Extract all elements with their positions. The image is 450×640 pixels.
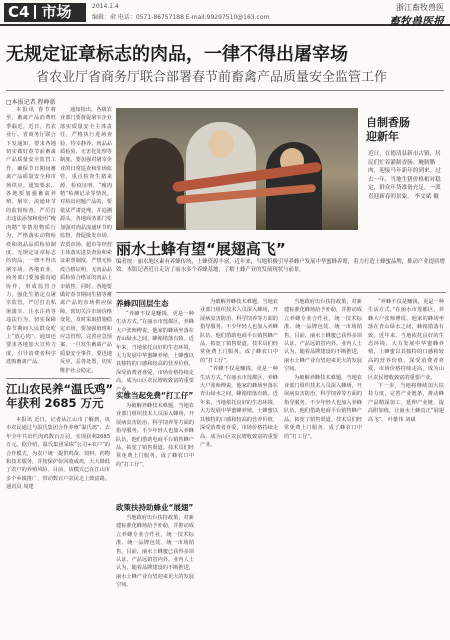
section-name: 市场 bbox=[41, 3, 72, 21]
main-subhead: 省农业厅省商务厅联合部署春节前畜禽产品质量安全监管工作 bbox=[36, 70, 388, 85]
feature-body-a-repeat-2: “养蜂不仅是赚钱，更是一种生活方式。”在丽水市莲都区，养蜂大户张师傅说。他家的蜂场坐落在青山绿水之间，蜂箱错落有致。近年来，当地依托良好的生态环境，大力发展中华蜜蜂养殖，土蜂蜜以其独特的口感和较高的营养价值，深受消费者喜爱，市场价格持续走高，成为山区农民增收致富的重要产业。 bbox=[368, 299, 444, 381]
section-tag bbox=[4, 3, 86, 22]
news-photo bbox=[116, 108, 358, 230]
article-body-2: 通知指出，各级农业部门要督促屠宰企业落实质量安全主体责任，严格执行进场查验、待宰静养、肉品品质检验、无害化处理等制度。要加强对屠宰企业的日常巡查和驻场监管，重点检查生猪来源、检疫证明、“瘦肉精”检测记录等情况。对检出问题产品的，要依法严肃处理，并追溯源头。各地商务部门要加强对肉品流通环节的监督，督促批发市场、农贸市场、超市等经营主体落实进货查验和索证索票制度，严禁无检疫合格证明、无肉品品质检验合格证的肉品上市销售。同时，各地要做好春节期间生猪等畜禽产品的市场供应保障，密切关注市场价格变化，及时采取措施稳定市场。要加强值班和应急管理，完善应急预案，一旦发生畜禽产品质量安全事件，要迅速反应，妥善处置，切实维护社会稳定。 bbox=[60, 107, 112, 374]
feature-lead: 编者按：丽水地区素有养蜂传统，土蜂资源丰富。近年来，当地积极引导养蜂户发展中华蜜蜂养殖，着力打造土蜂蜜品牌，推动产业提质增效。本版记者近日走访了丽水多个养蜂基地，了解土蜂产业的发展现状与前景。 bbox=[116, 259, 445, 274]
paper-name-line2: 畜牧兽医报 bbox=[389, 15, 444, 28]
feature-body-c-repeat: 为破解养蜂技术难题，当地农业部门组织技术人员深入蜂场，开展病虫害防治、科学饲养等方面的指导服务。不少年轻人也加入养蜂队伍，他们借助电商平台销售蜂产品，拓宽了销售渠道。技术员们经常免费上门服务，成了蜂农口中的“打工仔”。 bbox=[200, 299, 278, 364]
feature-column-c3 bbox=[284, 298, 362, 634]
headline-rule bbox=[6, 90, 444, 91]
left-story-text: 本报讯 近日，记者从江山市了解到，该市农民通过与温氏集团合作养殖“温氏鸡”，去年全年共出栏肉鸡数百万羽，实现获利2685万元。据介绍，温氏集团采取“公司+农户”的合作模式，为农户统一提供鸡苗、饲料、药物和技术服务，并按保护价回收成鸡，大大降低了农户的养殖风险。目前，该模式已在江山市多个乡镇推广，带动数百户农民走上致富路。 通讯员 周建 bbox=[6, 417, 110, 491]
photo-caption-title bbox=[366, 116, 410, 144]
section-code: C4 bbox=[8, 3, 30, 21]
paper-masthead bbox=[389, 2, 444, 29]
feature-rule bbox=[116, 292, 446, 293]
feature-body-c: 当地政府出台扶持政策，对新建标准化蜂场给予补助，并推动成立养蜂专业合作社，统一技术标准、统一品牌包装、统一市场销售。目前，丽水土蜂蜜已获得多项认证，产品远销省内外。业内人士认为，随着品牌建设的不断推进，丽水土蜂产业有望迎来更大的发展空间。 bbox=[116, 515, 194, 589]
main-headline: 无规定证章标志的肉品，一律不得出屠宰场 bbox=[6, 44, 348, 65]
feature-body-c-repeat-2: 当地政府出台扶持政策，对新建标准化蜂场给予补助，并推动成立养蜂专业合作社，统一技术标准、统一品牌包装、统一市场销售。目前，丽水土蜂蜜已获得多项认证，产品远销省内外。业内人士认为，随着品牌建设的不断推进，丽水土蜂产业有望迎来更大的发展空间。 bbox=[284, 299, 362, 373]
photo-caption-title-line1: 自制香肠 bbox=[366, 116, 410, 129]
article-column-1 bbox=[6, 106, 56, 374]
feature-body-b-repeat: 为破解养蜂技术难题，当地农业部门组织技术人员深入蜂场，开展病虫害防治、科学饲养等方面的指导服务。不少年轻人也加入养蜂队伍，他们借助电商平台销售蜂产品，拓宽了销售渠道。技术员们经常免费上门服务，成了蜂农口中的“打工仔”。 bbox=[284, 374, 362, 440]
feature-body-a-repeat: “养蜂不仅是赚钱，更是一种生活方式。”在丽水市莲都区，养蜂大户张师傅说。他家的蜂场坐落在青山绿水之间，蜂箱错落有致。近年来，当地依托良好的生态环境，大力发展中华蜜蜂养殖，土蜂蜜以其独特的口感和较高的营养价值，深受消费者喜爱，市场价格持续走高，成为山区农民增收致富的重要产业。 bbox=[200, 366, 278, 448]
left-story-title-line1: 江山农民养“温氏鸡” bbox=[6, 382, 114, 396]
feature-column-c bbox=[116, 514, 194, 634]
feature-section-3-title: 政策扶持助蜂业“展翅” bbox=[116, 503, 194, 512]
photo-caption-text: 近日，在德清县新市古镇，居民们忙着灌制香肠、腌制腊肉，迎接马年新年的到来。过去一年，当地生猪价格相对稳定，群众年货准备充足，一派喜迎新春的景象。 李文斌 摄 bbox=[368, 151, 441, 200]
editor-contact: 编辑：俞 电话：0571-86757188 E-mail:99297510@163.com bbox=[92, 14, 270, 21]
left-story-body bbox=[6, 416, 110, 634]
feature-section-1-title: 养蜂四回层生态 bbox=[116, 299, 169, 308]
feature-column-c2 bbox=[200, 298, 278, 634]
left-story-headline bbox=[6, 382, 113, 410]
section-divider bbox=[34, 5, 36, 19]
left-story-title-line2: 年获利 2685 万元 bbox=[6, 396, 104, 410]
left-story-rule bbox=[6, 378, 110, 379]
article-body-1: 本报讯 春节将至，畜禽产品消费旺季临近。近日，省农业厅、省商务厅联合下发通知，要求各地切实做好春节前畜禽产品质量安全监管工作，确保节日期间畜禽产品质量安全和市场供应。通知要求，各地要加强畜禽养殖、屠宰、流通环节的监督检查，严厉打击违法添加和使用“瘦肉精”等禁用物质行为，严格落实动物检疫和肉品品质检验制度。无规定证章标志的肉品，一律不得出屠宰场。各地农业、商务部门要加强沟通协作，形成监管合力，强化生猪定点屠宰监管，严厉打击私屠滥宰、注水注药等违法行为，切实保障春节期间人民群众吃上“放心肉”。通知还要求各地加大宣传力度，引导消费者科学选购畜禽产品。 bbox=[6, 107, 56, 366]
paper-name-line1: 浙江畜牧兽医 bbox=[396, 3, 444, 12]
feature-column-b bbox=[116, 402, 194, 498]
article-byline: □本报记者 程峥新 bbox=[6, 99, 56, 106]
feature-column-a bbox=[116, 310, 194, 393]
feature-section-2-title: 实维当起免费“打工仔” bbox=[116, 391, 194, 400]
feature-headline: 丽水土蜂有望“展翅高飞” bbox=[116, 240, 286, 258]
feature-body-b: 为破解养蜂技术难题，当地农业部门组织技术人员深入蜂场，开展病虫害防治、科学饲养等方面的指导服务。不少年轻人也加入养蜂队伍，他们借助电商平台销售蜂产品，拓宽了销售渠道。技术员们经常免费上门服务，成了蜂农口中的“打工仔”。 bbox=[116, 403, 194, 468]
photo-caption-title-line2: 迎新年 bbox=[366, 130, 399, 143]
article-column-2 bbox=[60, 106, 112, 374]
feature-body-d: 下一步，当地将继续加大扶持力度，完善产业链条，推动蜂产品精深加工，延伸产业链，提高附加值，让丽水土蜂真正“展翅高飞”。 叶雄伟 刘斌 bbox=[368, 383, 444, 423]
issue-date: 2014.1.4 bbox=[92, 3, 119, 10]
feature-body-a: “养蜂不仅是赚钱，更是一种生活方式。”在丽水市莲都区，养蜂大户张师傅说。他家的蜂场坐落在青山绿水之间，蜂箱错落有致。近年来，当地依托良好的生态环境，大力发展中华蜜蜂养殖，土蜂蜜以其独特的口感和较高的营养价值，深受消费者喜爱，市场价格持续走高，成为山区农民增收致富的重要产业。 bbox=[116, 311, 194, 393]
photo-face-center bbox=[208, 130, 234, 158]
feature-column-d bbox=[368, 298, 444, 634]
